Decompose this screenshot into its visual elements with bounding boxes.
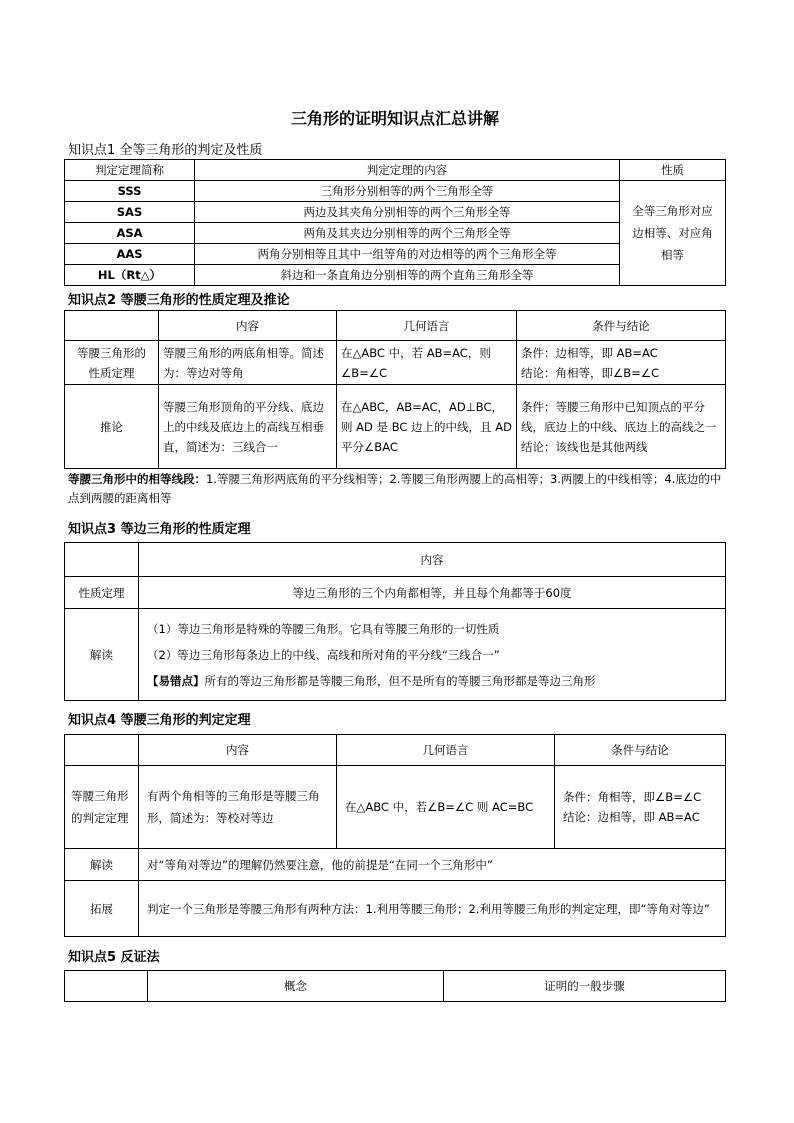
kp3-heading: 知识点3 等边三角形的性质定理 — [68, 522, 251, 537]
kp2-row1-content: 等腰三角形的两底角相等。简述为：等边对等角 — [159, 341, 337, 385]
kp4-row3-label: 拓展 — [65, 881, 139, 937]
kp4-heading: 知识点4 等腰三角形的判定定理 — [68, 713, 251, 728]
kp2-row1-conclusion: 结论：角相等，即∠B=∠C — [521, 365, 660, 380]
kp1-row-name: ASA — [65, 223, 195, 244]
kp4-header-geometry: 几何语言 — [337, 735, 555, 766]
kp1-header-content: 判定定理的内容 — [195, 160, 620, 181]
kp2-row1-conditions — [517, 341, 726, 385]
kp4-row1-conclusion: 结论：边相等，即 AB=AC — [563, 810, 700, 824]
kp2-row2-conditions — [517, 385, 726, 469]
kp3-row2-content — [139, 609, 726, 701]
kp2-note-text: 1.等腰三角形两底角的平分线相等；2.等腰三角形两腰上的高相等；3.两腰上的中线相等；4.底边的中点到两腰的距离相等 — [68, 472, 722, 505]
kp3-point-2: （2）等边三角形每条边上的中线、高线和所对角的平分线“三线合一” — [147, 647, 500, 662]
kp4-row1-geometry: 在△ABC 中，若∠B=∠C 则 AC=BC — [337, 766, 555, 849]
kp4-row2-text: 对“等角对等边”的理解仍然要注意，他的前提是“在同一个三角形中” — [139, 849, 726, 881]
kp3-row2-label: 解读 — [65, 609, 139, 701]
kp3-header-content: 内容 — [139, 543, 726, 577]
kp2-row2-conclusion: 结论：该线也是其他两线 — [521, 439, 648, 454]
kp2-header-geometry: 几何语言 — [337, 311, 517, 341]
kp2-heading: 知识点2 等腰三角形的性质定理及推论 — [68, 293, 290, 308]
kp2-note — [68, 470, 728, 508]
kp3-pitfall — [147, 668, 721, 694]
kp4-row1-condition: 条件：角相等，即∠B=∠C — [563, 790, 702, 804]
kp3-pitfall-text: 所有的等边三角形都是等腰三角形，但不是所有的等腰三角形都是等边三角形 — [204, 673, 596, 688]
kp1-row-content: 两边及其夹角分别相等的两个三角形全等 — [195, 202, 620, 223]
kp3-pitfall-label: 【易错点】 — [147, 673, 205, 688]
kp2-header-conditions: 条件与结论 — [517, 311, 726, 341]
kp2-row2-geometry: 在△ABC，AB=AC，AD⊥BC，则 AD 是 BC 边上的中线，且 AD 平分∠BAC — [337, 385, 517, 469]
kp5-table — [64, 970, 726, 1002]
kp4-header-conditions: 条件与结论 — [555, 735, 726, 766]
kp4-row1-label: 等腰三角形的判定定理 — [65, 766, 139, 849]
kp5-header-blank — [65, 971, 148, 1002]
kp2-row1-condition: 条件：边相等，即 AB=AC — [521, 345, 658, 360]
page-title: 三角形的证明知识点汇总讲解 — [290, 109, 499, 128]
kp1-property: 全等三角形对应边相等、对应角相等 — [620, 181, 726, 286]
kp1-row-name: HL（Rt△） — [65, 265, 195, 286]
kp1-row-name: AAS — [65, 244, 195, 265]
kp2-table — [64, 310, 726, 469]
kp5-header-concept: 概念 — [148, 971, 444, 1002]
kp2-header-blank — [65, 311, 159, 341]
kp2-row2-content: 等腰三角形顶角的平分线、底边上的中线及底边上的高线互相垂直，简述为：三线合一 — [159, 385, 337, 469]
kp4-row2-label: 解读 — [65, 849, 139, 881]
kp1-row-name: SAS — [65, 202, 195, 223]
kp2-row1-geometry: 在△ABC 中，若 AB=AC，则∠B=∠C — [337, 341, 517, 385]
kp2-row2-condition: 条件：等腰三角形中已知顶点的平分线，底边上的中线、底边上的高线之一 — [521, 399, 717, 434]
kp3-point-1: （1）等边三角形是特殊的等腰三角形。它具有等腰三角形的一切性质 — [147, 621, 500, 636]
kp3-row1-label: 性质定理 — [65, 577, 139, 609]
kp1-row-name: SSS — [65, 181, 195, 202]
kp1-row-content: 两角及其夹边分别相等的两个三角形全等 — [195, 223, 620, 244]
kp1-heading: 知识点1 全等三角形的判定及性质 — [68, 143, 263, 158]
kp3-header-blank — [65, 543, 139, 577]
kp4-row3-text: 判定一个三角形是等腰三角形有两种方法：1.利用等腰三角形；2.利用等腰三角形的判定定理，即“等角对等边” — [139, 881, 726, 937]
kp1-row-content: 斜边和一条直角边分别相等的两个直角三角形全等 — [195, 265, 620, 286]
kp4-header-blank — [65, 735, 139, 766]
kp1-header-property: 性质 — [620, 160, 726, 181]
kp2-header-content: 内容 — [159, 311, 337, 341]
kp1-row-content: 两角分别相等且其中一组等角的对边相等的两个三角形全等 — [195, 244, 620, 265]
kp5-heading: 知识点5 反证法 — [68, 950, 160, 965]
kp4-row1-conditions — [555, 766, 726, 849]
kp5-header-steps: 证明的一般步骤 — [444, 971, 726, 1002]
kp1-table — [64, 159, 726, 286]
kp4-row1-content: 有两个角相等的三角形是等腰三角形，简述为：等校对等边 — [139, 766, 337, 849]
kp4-table — [64, 734, 726, 937]
kp3-row1-content: 等边三角形的三个内角都相等，并且每个角都等于60度 — [139, 577, 726, 609]
kp2-note-label: 等腰三角形中的相等线段： — [68, 472, 206, 486]
kp2-row2-label: 推论 — [65, 385, 159, 469]
kp2-row1-label: 等腰三角形的性质定理 — [65, 341, 159, 385]
kp1-header-name: 判定定理简称 — [65, 160, 195, 181]
kp4-header-content: 内容 — [139, 735, 337, 766]
kp1-row-content: 三角形分别相等的两个三角形全等 — [195, 181, 620, 202]
kp3-table — [64, 542, 726, 701]
